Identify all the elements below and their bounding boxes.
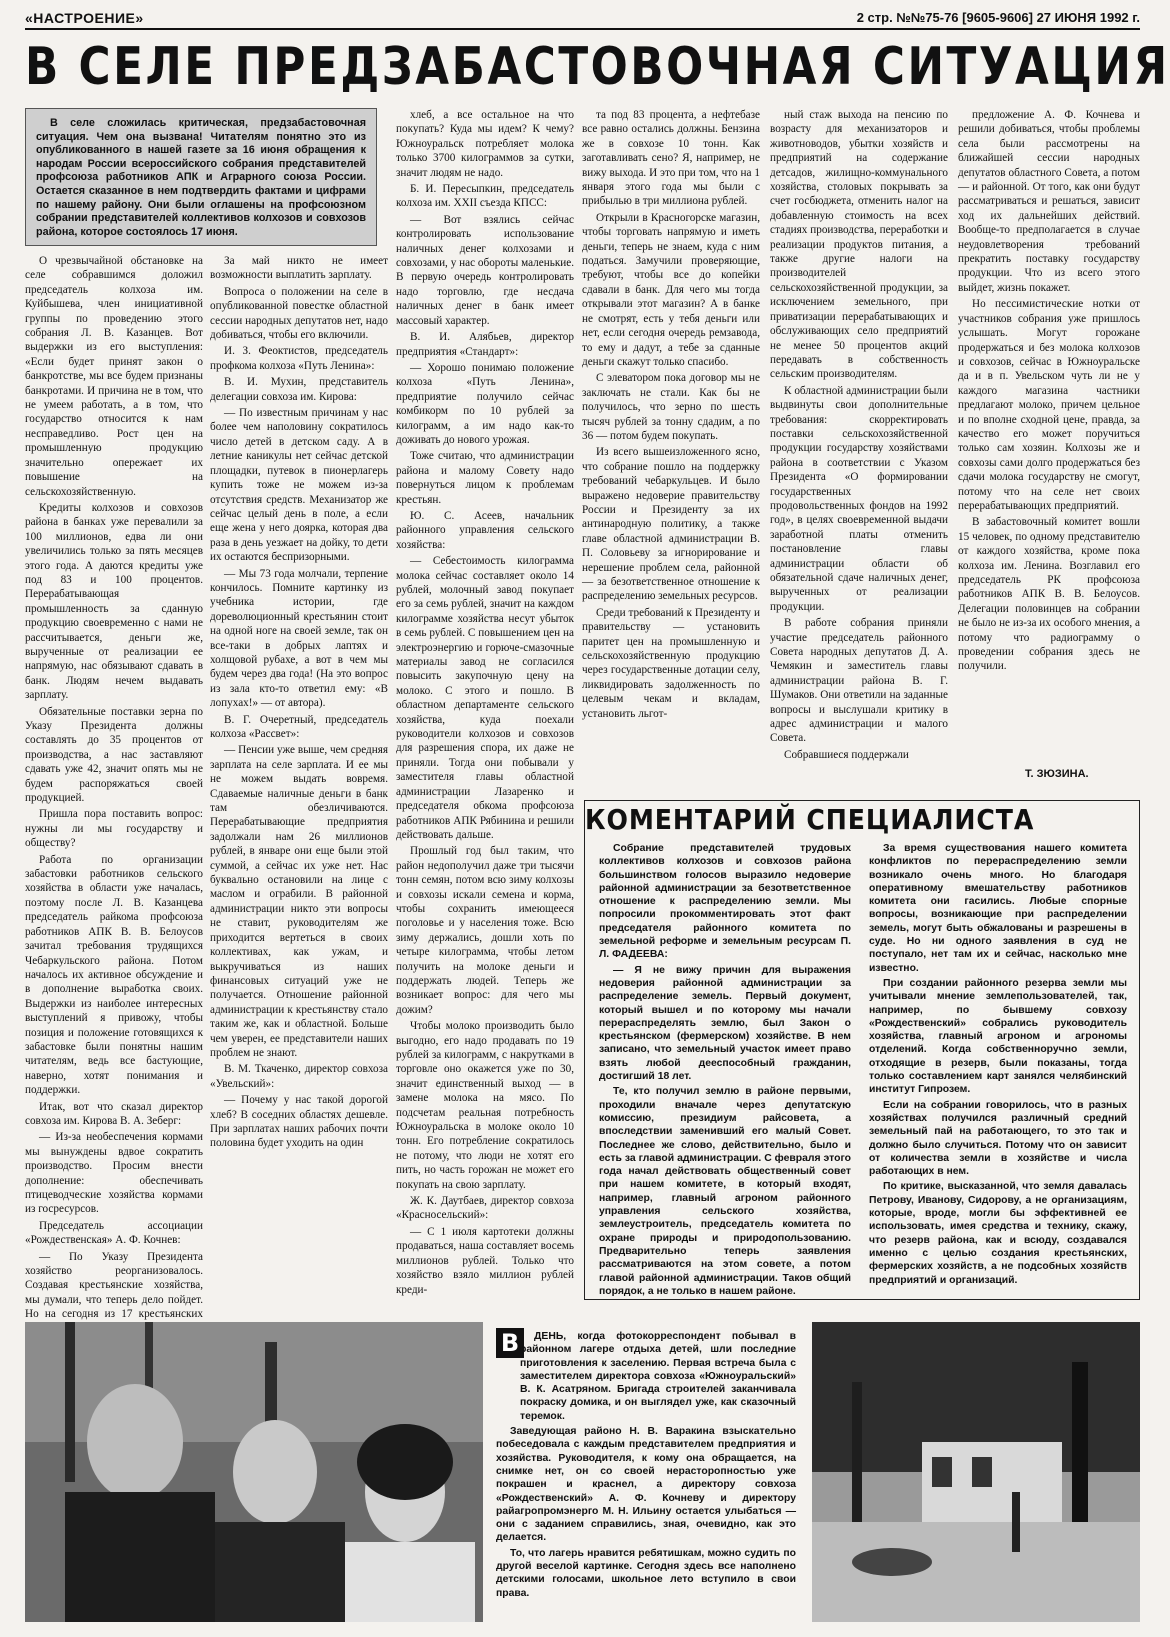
paragraph: Среди требований к Президенту и правительству — установить паритет цен на промышленную и сельскохозяйственную продукцию через государственные дотации селу, ликвидировать задолженность по целевым чекам и вкладам, установить льгот- xyxy=(582,606,760,720)
paragraph: Вопроса о положении на селе в опубликованной повестке областной сессии народных депутатов нет, надо добиваться, чтобы его включили. xyxy=(210,285,388,342)
paragraph: О чрезвычайной обстановке на селе собравшимся доложил председатель колхоза им. Куйбышева, член инициативной группы по проведению этого собрания Л. В. Казанцев. Вот выдержки из его выступления: «Если будет принят закон о банкротстве, мы все будем признаны банкротами. И причина не в том, что не умеем работать, а в том, что государство относится к нам несправедливо. Рост цен на промышленную продукцию значительно опережает их повышение на сельскохозяйственную. xyxy=(25,255,203,498)
paragraph: — С 1 июля картотеки должны продаваться, наша составляет восемь миллионов рублей. Только что хозяйство взяло миллион рублей креди- xyxy=(396,1225,574,1296)
article-column-1 xyxy=(25,254,203,1321)
paragraph: — Хорошо понимаю положение колхоза «Путь Ленина», предприятие получило сейчас комбикорм по 10 рублей за килограмм, а им надо как-то доживать до нового урожая. xyxy=(396,361,574,446)
paragraph: — Почему у нас такой дорогой хлеб? В соседних областях дешевле. При зарплатах наших рабочих почти половина будет уходить на один xyxy=(210,1094,388,1150)
caption-paragraph: Заведующая районо Н. В. Варакина взыскательно побеседовала с каждым представителем предприятия и хозяйства. Руководителя, к кому она обращается, на снимке нет, он со своей нерасторопностью уже покрашен и краснел, а директору совхоза «Рождественский» А. Ф. Кочневу и директору райагропромэнерго М. Н. Ильину остается улыбаться — они с заданием справились, зная, очевидно, как это делается. xyxy=(496,1426,796,1544)
article-column-4 xyxy=(582,108,760,788)
paragraph: По критике, высказанной, что земля давалась Петрову, Иванову, Сидорову, а не организациям, которые, вроде, могли бы эффективней ее использовать, имея средства и технику, скажу, что резерв района, как и всюду, создавался именно с целью создания крестьянских, фермерских хозяйств, а не подсобных хозяйств предприятий и организаций. xyxy=(869,1181,1127,1286)
paragraph: Пришла пора поставить вопрос: нужны ли мы государству и обществу? xyxy=(25,808,203,850)
paragraph: — Мы 73 года молчали, терпение кончилось. Помните картинку из учебника истории, где дореволюционный крестьянин стоит на одной ноге на своей земле, так он все-таки в добрых лаптях и холщовой рубахе, а вот в чем мы будем через два года! (На это вопрос из зала кто-то ответил ему: «В лопухах!» — от автора). xyxy=(210,567,388,710)
paragraph: За время существования нашего комитета конфликтов по перераспределению земли возникало очень много. Но благодаря оперативному вмешательству работников комитета они гасились. Любые спорные вопросы, возникающие при распределении земель, могут быть обжалованы и разрешены в суде. Но ни одного заявления в суд не поступало, нет там их и сейчас, насколько мне известно. xyxy=(869,843,1127,974)
paragraph: — Себестоимость килограмма молока сейчас составляет около 14 рублей, молочный завод покупает его за семь рублей, значит на каждом килограмме хозяйства несут убыток в семь рублей. С повышением цен на электроэнергию и горюче-смазочные материалы завод не согласился повысить закупочную цену на молоко. С этого и пошло. В областном департаменте сельского хозяйства, куда поехали руководители колхозов и совхозов для разрешения спора, их даже не приняли. Тогда они побывали у заместителя главы областной администрации Лазаренко и председателя обкома профсоюза работников АПК Рябинина и решили действовать дальше. xyxy=(396,555,574,841)
paragraph: предложение А. Ф. Кочнева и решили добиваться, чтобы проблемы села были рассмотрены на ближайшей сессии народных депутатов областного Совета, а потом — и районной. От того, как они будут рассматриваться и решаться, зависит ход их дальнейших действий. Вообще-то предполагается в случае неудовлетворения требований прекратить поставку государству продукции. Что из всего этого выйдет, жизнь покажет. xyxy=(958,109,1140,294)
paragraph: — Из-за необеспечения кормами мы вынуждены вдвое сократить производство. Просим внести дополнение: обеспечивать птицеводческие хозяйства кормами из госресурсов. xyxy=(25,1131,203,1216)
paragraph: Собравшиеся поддержали xyxy=(784,748,909,761)
comment-column-right xyxy=(869,842,1127,1292)
article-column-5 xyxy=(770,108,948,788)
comment-column-left xyxy=(599,842,851,1297)
paragraph: Тоже считаю, что администрации района и малому Совету надо повернуться лицом к проблемам крестьян. xyxy=(396,450,574,506)
paragraph: — Пенсии уже выше, чем средняя зарплата на селе зарплата. И ее мы не можем выдать вовремя. Сдаваемые наличные деньги в банк там обезличиваются. Перерабатывающие предприятия задолжали нам 26 миллионов рублей, в январе они еще были этой суммой, а сейчас их уже нет. Нас буквально остановили на лице с маслом и ограбили. В районной администрации никто эти вопросы не ставит, руководителям же приходится вертеться в своих коллективах, как ужам, и выкручиваться из наших финансовых ситуаций уже не получается. Отношение районной администрации к крестьянству стало таким же, как и областной. Больше чем уверен, ее представители наших проблем не знают. xyxy=(210,744,388,1059)
paragraph: К областной администрации были выдвинуты свои дополнительные требования: скорректировать поставки сельскохозяйственной продукции государству хозяйствами района в соответствии с Указом Президента «О формировании государственных продовольственных фондов на 1992 год», в целях своевременной выдачи заработной платы отменить постановление главы администрации области об обязательной сдаче наличных денег, вырученных от реализации продукции. xyxy=(770,384,948,613)
paragraph: В работе собрания приняли участие председатель районного Совета народных депутатов Д. А. Чемякин и заместитель главы администрации района В. Г. Шумаков. Они ответили на заданные вопросы и выслушали критику в адрес администрации и малого Совета. xyxy=(770,617,948,745)
masthead xyxy=(25,8,1140,30)
paragraph: В забастовочный комитет вошли 15 человек, по одному представителю от каждого хозяйства, кроме покa колхоза им. Ленина. Возглавил его председатель РК профсоюза работников АПК В. В. Белоусов. Делегации половинцев на собрании не было не из-за их особого мнения, а потому что радиограмму о проведении собрания здесь не получили. xyxy=(958,516,1140,673)
paragraph: Работа по организации забастовки работников сельского хозяйства в области уже началась, поэтому после Л. В. Казанцева председатель райкома профсоюза работников АПК В. В. Белоусов зачитал требования трудящихся Чебаркульского района. Потом началось их активное обсуждение и в дополнение выработка своих. Выдержки из наиболее интересных выступлений я привожу, чтобы позиция и положение готовящихся к забастовке были понятны нашим читателям, ведь все бастующие, наверно, хотят понимания и поддержки. xyxy=(25,853,203,1097)
photo-people-group-icon xyxy=(25,1322,483,1622)
paragraph: Чтобы молоко производить было выгодно, его надо продавать по 19 рублей за килограмм, с накрутками в торговле оно окажется уже по 30, значит единственный выход — в замене молока на мясо. По подсчетам реальная потребность Южноуральска в молоке около 10 тонн. Его потребление сократилось не потому, что люди не хотят его пить, но часть горожан не может его покупать на свою зарплату. xyxy=(396,1020,574,1191)
paragraph: Собрание представителей трудовых коллективов колхозов и совхозов района большинством голосов выразило недоверие районной администрации за безответственное отношение к распределению земли. Мы попросили прокомментировать этот факт председателя районного комитета по земельной реформе и земельным ресурсам П. Л. ФАДЕЕВА: xyxy=(599,843,851,961)
paragraph: Ю. С. Асеев, начальник районного управления сельского хозяйства: xyxy=(396,509,574,551)
paragraph: ный стаж выхода на пенсию по возрасту для механизаторов и животноводов, убытки хозяйств и предприятий на содержание детсадов, жилищно-коммунального хозяйства, столовых покрывать за счет госбюджета, отменить налог на добавленную стоимость на всех стадиях производства, переработки и реализации продуктов питания, а также другие налоги на производителей сельскохозяйственной продукции, за исключением земельного, при приватизации перерабатывающих и обслуживающих село предприятий не менее 50 процентов акций передавать в собственность сельским производителям. xyxy=(770,109,948,381)
paragraph: — Я не вижу причин для выражения недоверия районной администрации за распределение земель. Первый документ, который вышел и по которому мы начали перераспределять землю, был Закон о крестьянском (фермерском) хозяйстве. В нем записано, что земельный участок имеет право взять любой дееспособный гражданин, достигший 18 лет. xyxy=(599,964,851,1083)
paragraph: Б. И. Пересыпкин, председатель колхоза им. XXII съезда КПСС: xyxy=(396,183,574,210)
photo-caption xyxy=(496,1330,796,1620)
paragraph: При создании районного резерва земли мы учитывали мнение землепользователей, так, например, по бывшему совхозу «Рождественский» собрались руководитель хозяйства, главный агроном и агрономы отделений. Когда собственноручно земли, отходящие в резерв, были показаны, тогда только составлением карт занялся челябинский институт Гипрозем. xyxy=(869,977,1127,1096)
photo-children-park xyxy=(812,1322,1140,1622)
paragraph: Открыли в Красногорске магазин, чтобы торговать напрямую и иметь деньги, теперь не знаем, куда с ним податься. Замучили проверяющие, требуют, чтобы все до копейки сдавали в банк. Для чего мы тогда открывали этот магазин? А в банке не смотрят, есть у тебя деньги или нет, если сегодня очередь ремзавода, то ему и дадут, а тебе за сданные деньги скажут только спасибо. xyxy=(582,211,760,368)
paragraph: Но пессимистические нотки от участников собрания уже пришлось услышать. Могут горожане продержаться и без молока колхозов и совхозов, сейчас в Южноуральске да и в п. Увельском чуть ли не у каждого магазина частники предлагают молоко, причем цельное и по вполне сходной цене, правда, за качество его может поручиться только сам хозяин. Колхозы же и совхозы сами долго продержаться без сдачи молока государству не смогут, потому что на селе нет своих перерабатывающих предприятий. xyxy=(958,298,1140,512)
comment-header xyxy=(584,800,1140,840)
paragraph: Кредиты колхозов и совхозов района в банках уже перевалили за 100 миллионов, едва ли они увеличились только за пять месяцев этого года. А даются кредиты уже под 83 и 100 процентов. Перерабатывающая промышленность за сданную продукцию своевременно с нами не рассчитывается, деньги же, вырученные от реализации ее напрямую, нас обязывают сдавать в банк. Людям нечем выдавать зарплату. xyxy=(25,501,203,702)
section-name: «НАСТРОЕНИЕ» xyxy=(25,10,144,26)
article-column-3 xyxy=(396,108,574,1294)
paragraph: та под 83 процента, а нефтебазе все равно остались должны. Бензина же в совхозе 10 тонн. Как заготавливать сено? Я, например, не вижу выхода. И это при том, что на 1 января этого года мы были с прибылью в три миллиона рублей. xyxy=(582,109,760,208)
paragraph: Если на собрании говорилось, что в разных хозяйствах получился различный средний земельный пай на работающего, то это так и должно было случиться. Потому что он зависит от количества земли в хозяйстве и числа работающих в нем. xyxy=(869,1099,1127,1178)
article-column-2 xyxy=(210,254,388,1294)
comment-title: КОМЕНТАРИЙ СПЕЦИАЛИСТА xyxy=(585,803,1041,836)
caption-paragraph: ДЕНЬ, когда фотокорреспондент побывал в районном лагере отдыха детей, шли последние приготовления к заселению. Первая встреча была с заместителем директора совхоза «Южноуральский» В. К. Асатряном. Бригада строителей заканчивала покраску домика, и он выглядел уже, как сказочный теремок. xyxy=(520,1331,796,1422)
paragraph: И. З. Феоктистов, председатель профкома колхоза «Путь Ленина»: xyxy=(210,345,388,372)
paragraph: В. М. Ткаченко, директор совхоза «Увельский»: xyxy=(210,1063,388,1090)
paragraph: Ж. К. Даутбаев, директор совхоза «Красносельский»: xyxy=(396,1195,574,1222)
paragraph: Те, кто получил землю в районе первыми, проходили вначале через депутатскую комиссию, президиум райсовета, а впоследствии заменивший его малый Совет. Последнее же слово, действительно, было и есть за главой администрации. С февраля этого года начал действовать общественный совет при нашем комитете, в который входят, например, главный агроном районного управления сельского хозяйства, землеустроитель, председатель комитета по охране природы и природопользованию. Предварительно теперь заявления рассматриваются на этом совете, а потом главой районной администрации. Таков общий порядок, а не только в нашем районе. xyxy=(599,1086,851,1297)
comment-box xyxy=(584,838,1140,1300)
photo-people-group xyxy=(25,1322,483,1622)
paragraph: Председатель ассоциации «Рождественская» А. Ф. Кочнев: xyxy=(25,1219,203,1247)
photo-children-park-icon xyxy=(812,1322,1140,1622)
paragraph: — Вот взялись сейчас контролировать использование наличных денег колхозами и совхозами, у нас обороты маленькие. В первую очередь контролировать надо торговлю, где несдача наличных денег в банк имеет массовый характер. xyxy=(396,213,574,327)
paragraph: В. И. Алябьев, директор предприятия «Стандарт»: xyxy=(396,331,574,358)
paragraph: В. И. Мухин, представитель делегации совхоза им. Кирова: xyxy=(210,376,388,403)
caption-paragraph: То, что лагерь нравится ребятишкам, можно судить по другой веселой картинке. Сегодня здесь все наполнено детскими голосами, школьное лето вступило в свои права. xyxy=(496,1547,796,1599)
author-signature: Т. ЗЮЗИНА. xyxy=(1025,768,1089,780)
paragraph: Обязательные поставки зерна по Указу Президента должны составлять до 35 процентов от производства, а нас заставляют сдавать уже 42, значит опять мы не будем распоряжаться своей продукцией. xyxy=(25,705,203,805)
paragraph: хлеб, а все остальное на что покупать? Куда мы идем? К чему? Южноуральск потребляет молока только 3700 килограммов за сутки, значит людям не надо. xyxy=(396,109,574,179)
drop-cap: В xyxy=(496,1328,524,1358)
paragraph: За май никто не имеет возможности выплатить зарплату. xyxy=(210,255,388,282)
paragraph: — По Указу Президента хозяйство реорганизовалось. Создавая крестьянские хозяйства, мы думали, что теперь дело пойдет. Но на сегодня из 17 крестьянских xyxy=(25,1250,203,1321)
paragraph: С элеватором пока договор мы не заключать не стали. Как бы не получилось, что зерно по шесть тысяч рублей за тонну сдадим, а по 36 — потом будем покупать. xyxy=(582,372,760,442)
issue-info: 2 стр. №№75-76 [9605-9606] 27 ИЮНЯ 1992 г. xyxy=(856,10,1140,25)
paragraph: Итак, вот что сказал директор совхоза им. Кирова В. А. Зеберг: xyxy=(25,1100,203,1127)
paragraph: В. Г. Очеретный, председатель колхоза «Рассвет»: xyxy=(210,713,388,740)
intro-text: В селе сложилась критическая, предзабастовочная ситуация. Чем она вызвана! Читателям понятно это из опубликованного в нашей газете за 16 июня обращения к народам России всероссийского собрания представителей профсоюза работников АПК и Аграрного союза России. Остается сказанное в нем подтвердить фактами и цифрами по нашему району. Они были оглашены на профсоюзном собрании представителей коллективов колхозов и совхозов района, которое состоялось 17 июня. xyxy=(36,117,366,238)
headline: В СЕЛЕ ПРЕДЗАБАСТОВОЧНАЯ СИТУАЦИЯ xyxy=(25,37,1170,97)
article-column-6 xyxy=(958,108,1140,758)
paragraph: Прошлый год был таким, что район недополучил даже три тысячи тонн семян, потом всю зиму колхозы и совхозы искали семена и корма, чтобы сохранить имеющееся поголовье и у населения тоже. Всю зиму держались, дошли хоть по четыре килограмма, чтобы летом получить на молоке деньги и поддержать людей. Теперь же возникает вопрос: для чего мы дожим? xyxy=(396,845,574,1016)
intro-box xyxy=(25,108,377,246)
paragraph: — По известным причинам у нас более чем наполовину сократилось число детей в детском саду. А в летние каникулы нет сейчас детской площадки, путевок в пионерлагерь купить тоже не можем из-за отсутствия средств. Механизатор же сейчас целый день в поле, а если еще жена у него доярка, которая два раза в день уезжает на дойку, то дети их остаются беспризорными. xyxy=(210,407,388,564)
paragraph: Из всего вышеизложенного ясно, что собрание пошло на поддержку требований чебаркульцев. И было выражено недоверие правительству России и Президенту за их антинародную политику, а также главе областной администрации В. П. Соловьеву за игнорирование и нерешение проблем села, районной — за безответственное отношение к распределению земельных ресурсов. xyxy=(582,446,760,603)
